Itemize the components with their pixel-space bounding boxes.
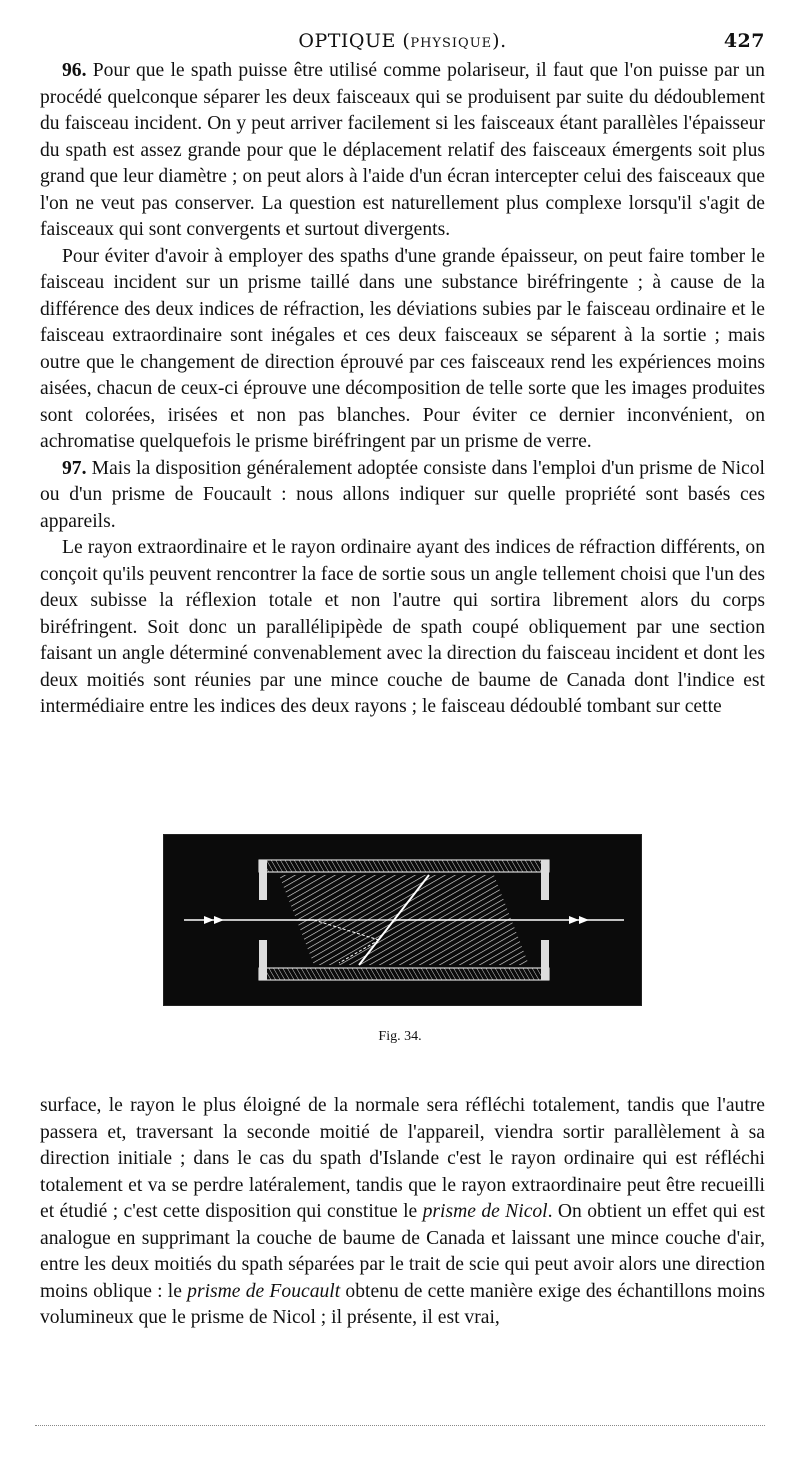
paragraph-text: Pour que le spath puisse être utilisé comme polariseur, il faut que l'on puisse par un procédé quelconque séparer les deux faisceaux qui se produisent par suite du dédoublement du faisceau incident. On y peut arriver facilement si les faisceaux étant parallèles l'épaisseur du spath est assez grande pour que le déplacement relatif des faisceaux émergents soit plus grand que leur diamètre ; on peut alors à l'aide d'un écran intercepter celui des faisceaux que l'on ne veut pas conserver. La question est naturellement plus complexe lorsqu'il s'agit de faisceaux qui sont convergents et surtout divergents. — [40, 60, 765, 240]
paragraph-97 — [40, 456, 765, 536]
term-nicol: prisme de Nicol — [422, 1201, 548, 1222]
paragraph-text: obtenu de cette manière exige des échantillons moins volumineux que le prisme de Nicol ; il présente, il est vrai, — [40, 1280, 765, 1328]
arrow-in-2 — [214, 916, 224, 924]
prism-illustration — [164, 835, 641, 1005]
term-foucault: prisme de Foucault — [187, 1280, 341, 1302]
paragraph-text: Mais la disposition généralement adoptée consiste dans l'emploi d'un prisme de Nicol ou d'un prisme de Foucault : nous allons indiquer sur quelle propriété sont basés ces appareils. — [40, 457, 765, 532]
page-number: 427 — [723, 30, 765, 52]
arrow-out-2 — [579, 916, 589, 924]
arrow-in-1 — [204, 916, 214, 924]
running-header — [40, 30, 765, 56]
section-number: 97. — [62, 457, 87, 479]
paragraph-continuation — [40, 1093, 765, 1332]
text-block-top — [40, 58, 765, 721]
tube-top — [259, 860, 549, 872]
paragraph-text: Le rayon extraordinaire et le rayon ordinaire ayant des indices de réfraction différents, on conçoit qu'ils peuvent rencontrer la face de sortie sous un angle tellement choisi que l'un des deux subisse la réflexion totale et non l'autre qui sortira librement alors du corps biréfringent. Soit donc un parallélipipède de spath coupé obliquement par une section faisant un angle déterminé convenablement avec la direction du faisceau incident et dont les deux moitiés sont réunies par une mince couche de baume de Canada dont l'indice est intermédiaire entre les indices des deux rayons ; le faisceau dédoublé tombant sur cette — [40, 537, 765, 717]
title-small-caps: PHYSIQUE — [410, 36, 493, 51]
paragraph-text: Pour éviter d'avoir à employer des spaths d'une grande épaisseur, on peut faire tomber le faisceau incident sur un prisme taillé dans une substance biréfringente ; à cause de la différence des deux indices de réfraction, les déviations subies par le faisceau ordinaire et le faisceau extraordinaire sont inégales et ces deux faisceaux se séparent à la sortie ; mais outre que le changement de direction éprouvé par ces faisceaux rend les expériences moins aisées, chacun de ceux-ci éprouve une décomposition de telle sorte que les images produites sont colorées, irisées et non pas blanches. Pour éviter ce dernier inconvénient, on achromatise quelquefois le prisme biréfringent par un prisme de verre. — [40, 245, 765, 452]
title-end: ). — [492, 30, 507, 52]
paragraph-96 — [40, 58, 765, 244]
paragraph-rays — [40, 535, 765, 721]
figure-caption: Fig. 34. — [378, 1029, 422, 1044]
text-block-bottom — [40, 1093, 765, 1332]
flange-right-top — [541, 860, 549, 900]
paragraph-prisms — [40, 244, 765, 456]
tube-bottom — [259, 968, 549, 980]
arrow-out-1 — [569, 916, 579, 924]
title-main: OPTIQUE ( — [298, 30, 411, 52]
paragraph-text: surface, le rayon le plus éloigné de la normale sera réfléchi totalement, tandis que l'autre passera et, traversant la seconde moitié de l'appareil, viendra sortir parallèlement à sa direction initiale ; dans le cas du spath d'Islande c'est le rayon ordinaire qui est réfléchi totalement et va se perdre latéralement, tandis que le rayon extraordinaire peut être recueilli et étudié ; c'est cette disposition qui constitue le — [40, 1095, 765, 1222]
section-number: 96. — [62, 60, 87, 81]
running-title — [40, 30, 765, 52]
flange-left-top — [259, 860, 267, 900]
paragraph-text: . On obtient un effet qui est analogue en supprimant la couche de baume de Canada et laissant une mince couche d'air, entre les deux moitiés du spath séparées par le trait de scie qui peut avoir alors une direction moins oblique : le — [40, 1201, 766, 1302]
flange-left-bottom — [259, 940, 267, 980]
bottom-rule — [35, 1425, 765, 1426]
flange-right-bottom — [541, 940, 549, 980]
nicol-prism-figure — [163, 834, 642, 1006]
